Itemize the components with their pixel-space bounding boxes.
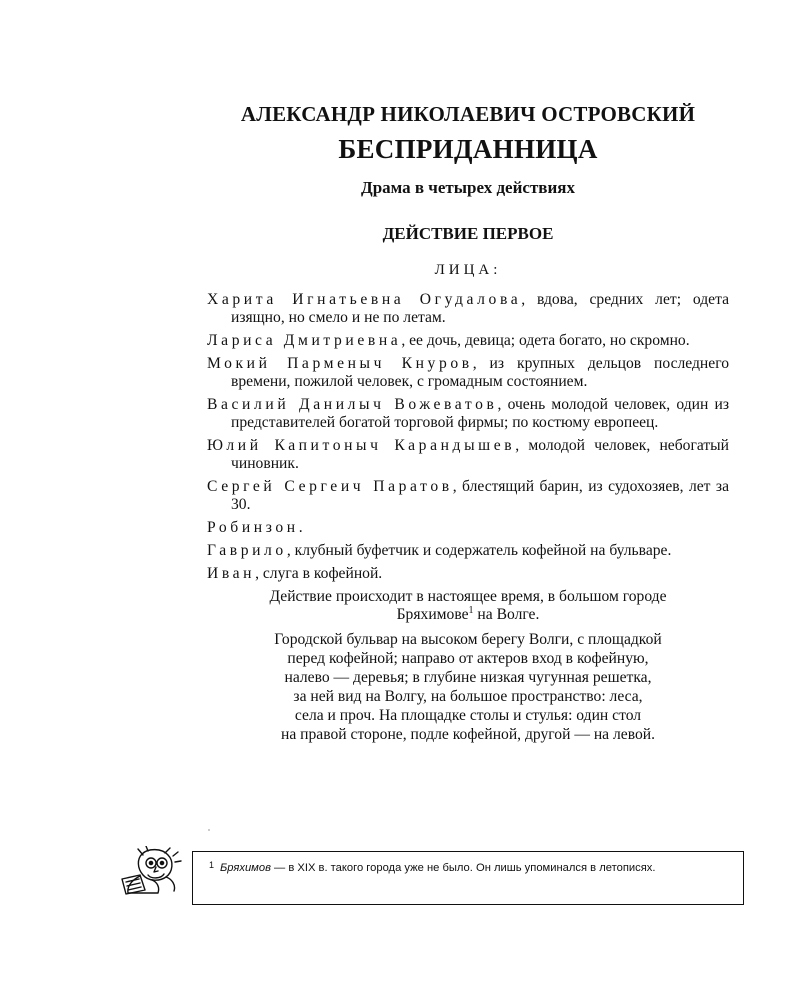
cast-description: .	[298, 519, 303, 536]
scene-line: перед кофейной; направо от актеров вход в кофейную,	[287, 650, 649, 667]
cast-item	[207, 437, 729, 473]
cast-description: , ее дочь, девица; одета богато, но скромно.	[401, 332, 690, 349]
cast-name: Робинзон	[207, 519, 299, 536]
cast-name: Юлий Капитоныч Карандышев	[207, 437, 516, 454]
cast-name: Гаврило	[207, 542, 287, 559]
scene-line: за ней вид на Волгу, на большое пространство: леса,	[293, 688, 643, 705]
cast-item	[207, 291, 729, 327]
cast-name: Харита Игнатьевна Огудалова	[207, 291, 522, 308]
act-heading: ДЕЙСТВИЕ ПЕРВОЕ	[382, 224, 554, 243]
cast-name: Иван	[207, 565, 256, 582]
scene-description	[207, 630, 729, 744]
cast-name: Мокий Парменыч Кнуров	[207, 355, 473, 372]
scene-line: Городской бульвар на высоком берегу Волги, с площадкой	[274, 631, 662, 648]
cast-item	[207, 332, 729, 350]
cast-item	[207, 355, 729, 391]
cast-description: , слуга в кофейной.	[255, 565, 383, 582]
footnote-box	[192, 851, 744, 905]
reading-owl-illustration	[118, 846, 184, 896]
cast-description: , молодой человек, небогатый чиновник.	[231, 437, 729, 472]
author-name: АЛЕКСАНДР НИКОЛАЕВИЧ ОСТРОВСКИЙ	[240, 102, 696, 126]
footnote-reference[interactable]: 1	[468, 604, 474, 616]
play-title: БЕСПРИДАННИЦА	[338, 134, 598, 164]
cast-description: , блестящий барин, из судохозяев, лет за 30.	[231, 478, 729, 513]
footnote-text	[209, 861, 725, 876]
cast-description: , вдова, средних лет; одета изящно, но смело и не по летам.	[231, 291, 729, 326]
cast-item	[207, 519, 729, 537]
cast-list	[207, 291, 729, 744]
persons-heading: ЛИЦА:	[434, 262, 502, 278]
cast-description: , из крупных дельцов последнего времени, пожилой человек, с громадным состоянием.	[231, 355, 729, 390]
setting-line: Действие происходит в настоящее время, в большом городе	[269, 588, 667, 605]
cast-item	[207, 396, 729, 432]
setting-place: Бряхимове	[396, 606, 469, 623]
cast-item	[207, 565, 729, 583]
setting-text	[207, 588, 729, 624]
footnote-number: 1	[209, 860, 215, 870]
cast-description: , клубный буфетчик и содержатель кофейной на бульваре.	[286, 542, 672, 559]
scene-line: села и проч. На площадке столы и стулья: один стол	[294, 707, 642, 724]
footnote-term: Бряхимов	[220, 862, 271, 874]
cast-item	[207, 542, 729, 560]
cast-name: Лариса Дмитриевна	[207, 332, 402, 349]
speck-mark	[208, 829, 210, 831]
cast-description: , очень молодой человек, один из представителей богатой торговой фирмы; по костюму европеец.	[231, 396, 730, 431]
play-subtitle: Драма в четырех действиях	[361, 178, 575, 197]
cast-name: Василий Данилыч Вожеватов	[207, 396, 498, 413]
setting-line	[207, 606, 729, 624]
footnote-body: — в XIX в. такого города уже не было. Он лишь упоминался в летописях.	[270, 862, 656, 874]
scene-line: на правой стороне, подле кофейной, другой — на левой.	[281, 726, 655, 743]
setting-place-rest: на Волге.	[473, 606, 540, 623]
cast-name: Сергей Сергеич Паратов	[207, 478, 453, 495]
cast-item	[207, 478, 729, 514]
scene-line: налево — деревья; в глубине низкая чугунная решетка,	[284, 669, 652, 686]
